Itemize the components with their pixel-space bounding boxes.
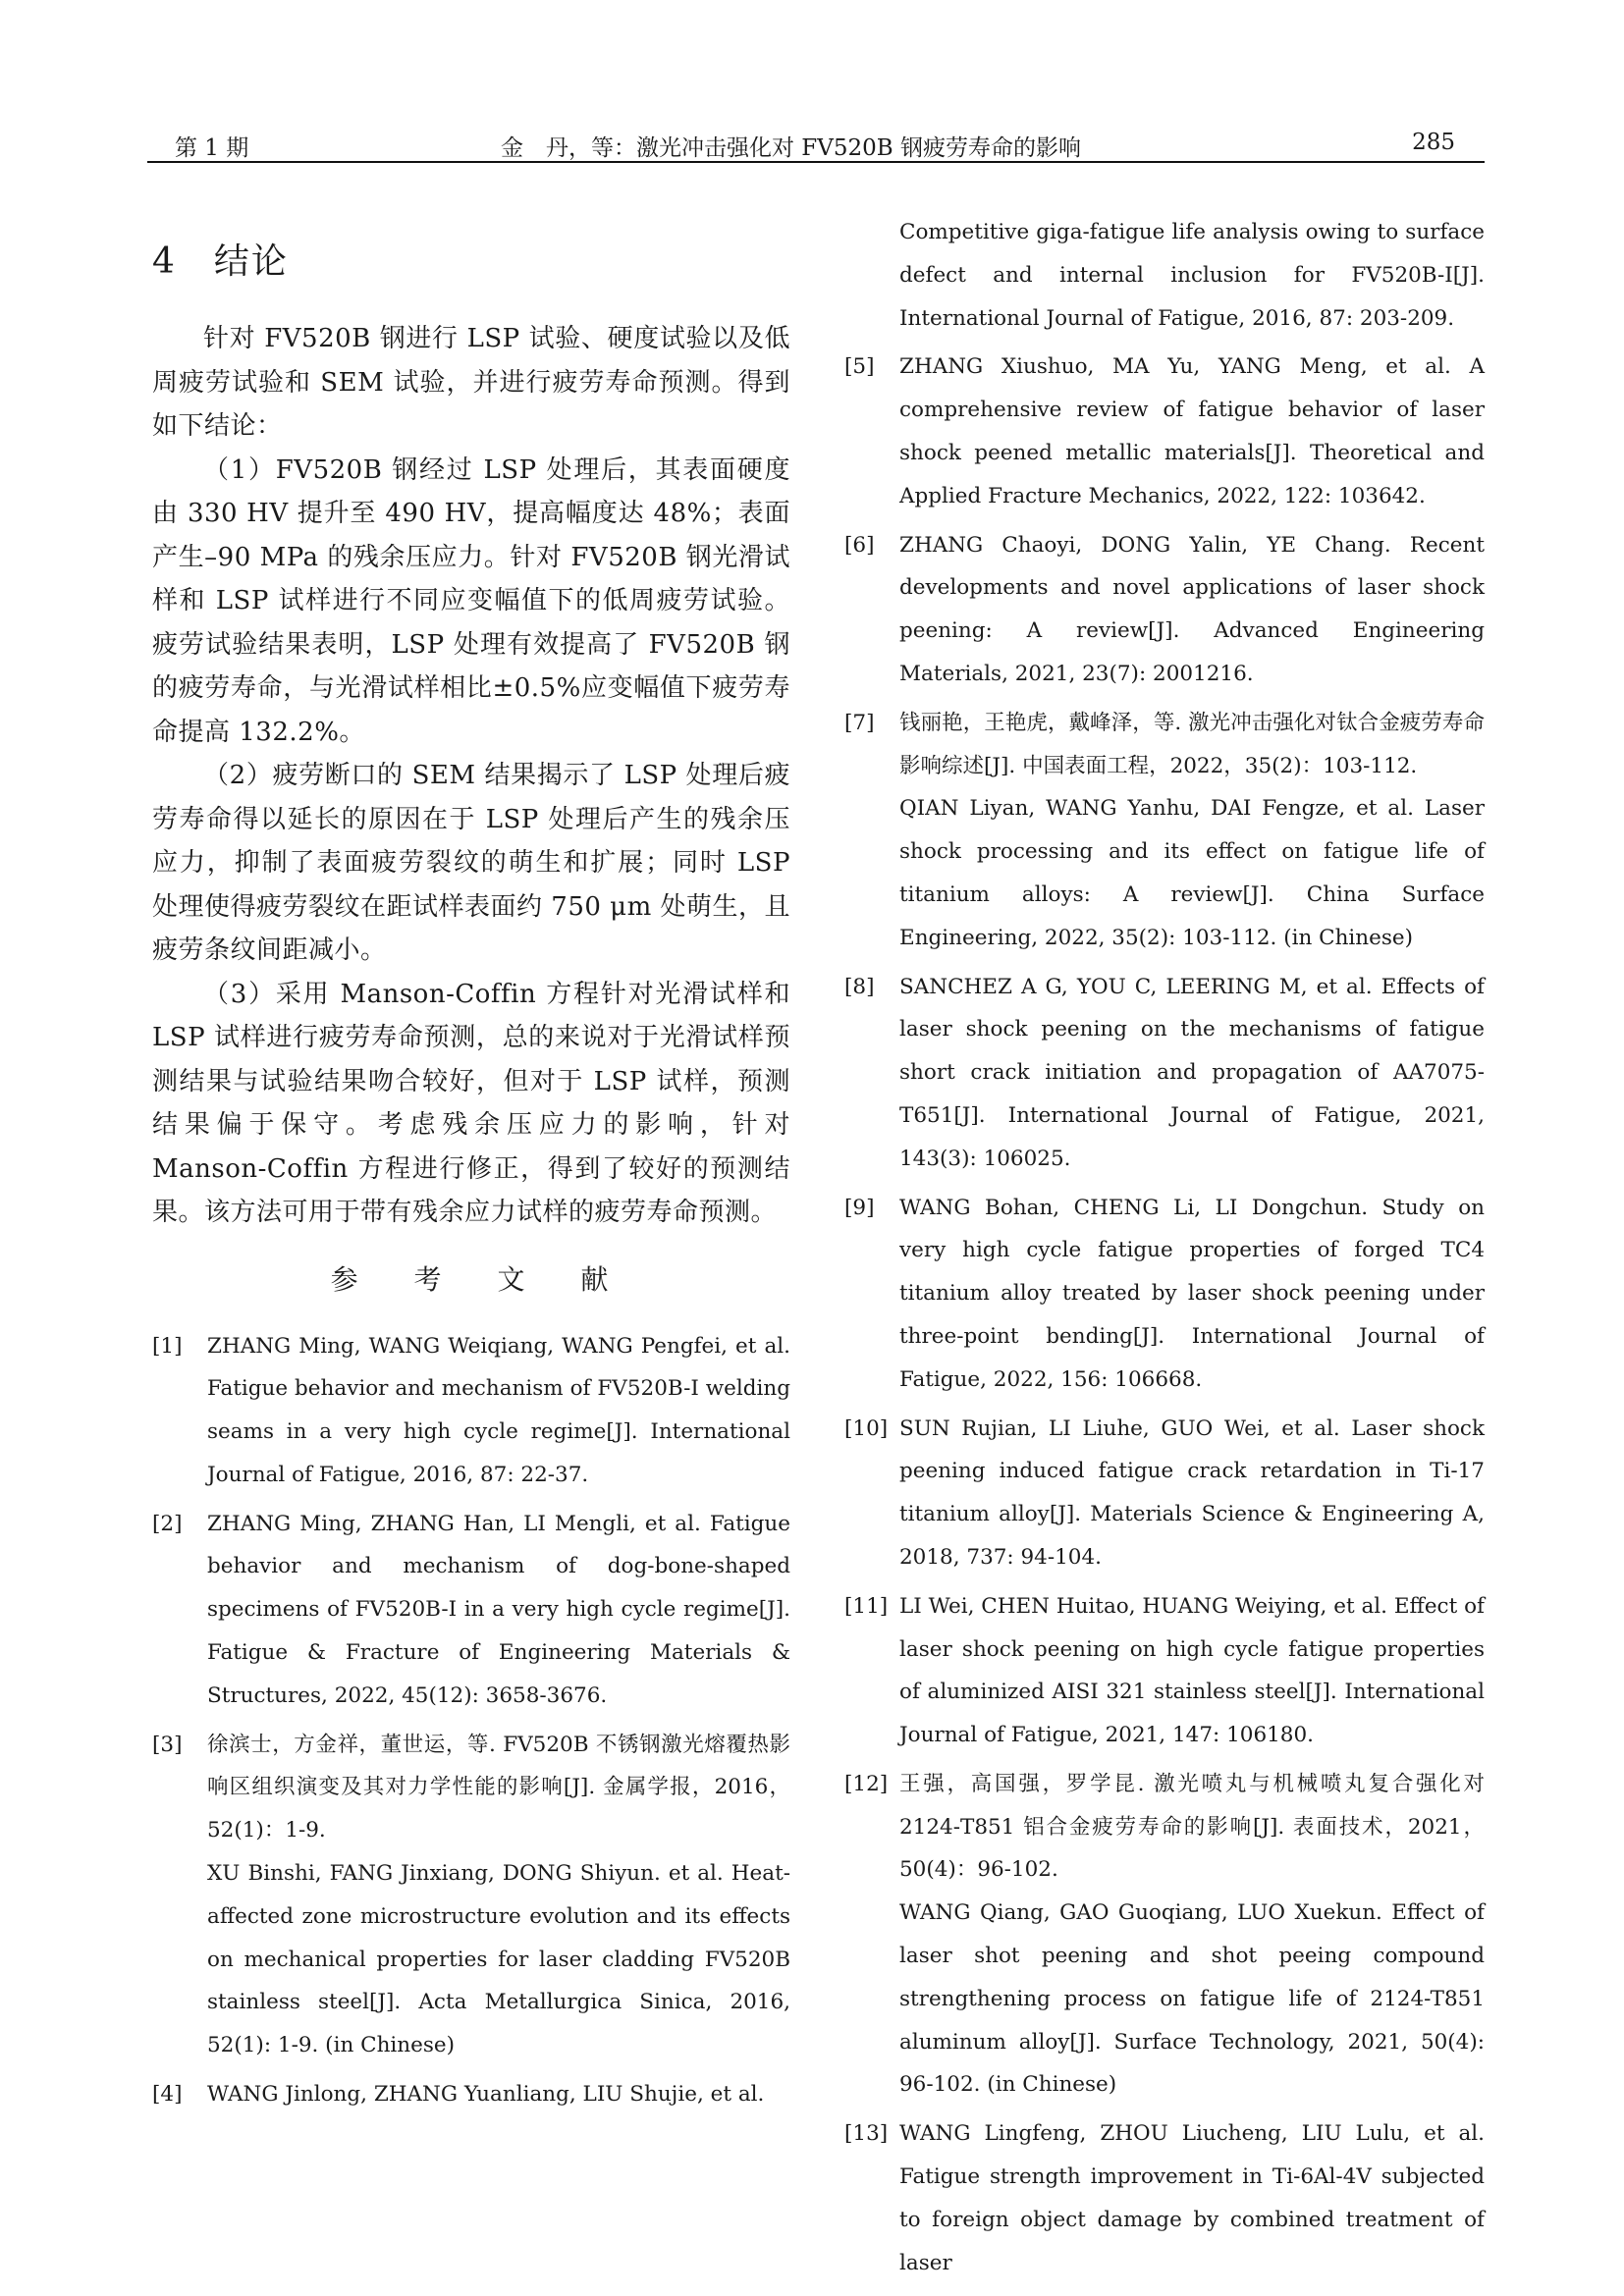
issue-number: 第 1 期 xyxy=(175,135,249,161)
conclusion-paragraph: （1）FV520B 钢经过 LSP 处理后，其表面硬度由 330 HV 提升至 490 HV，提高幅度达 48%；表面产生–90 MPa 的残余压应力。针对 FV520B 钢光滑试样和 LSP 试样进行不同应变幅值下的低周疲劳试验。疲劳试验结果表明，LSP 处理有效提高了 FV520B 钢的疲劳寿命，与光滑试样相比±0.5%应变幅值下疲劳寿命提高 132.2%。 xyxy=(152,454,790,747)
conclusion-paragraph: （2）疲劳断口的 SEM 结果揭示了 LSP 处理后疲劳寿命得以延长的原因在于 LSP 处理后产生的残余压应力，抑制了表面疲劳裂纹的萌生和扩展；同时 LSP 处理使得疲劳裂纹在距试样表面约 750 μm 处萌生，且疲劳条纹间距减小。 xyxy=(152,761,790,965)
reference-text: ZHANG Ming, WANG Weiqiang, WANG Pengfei, et al. Fatigue behavior and mechanism of FV520B-I welding seams in a very high cycle regime[J]. International Journal of Fatigue, 2016, 87: 22-37. xyxy=(207,1333,790,1487)
reference-text: WANG Lingfeng, ZHOU Liucheng, LIU Lulu, et al. Fatigue strength improvement in Ti-6Al-4V subjected to foreign object damage by combined treatment of laser xyxy=(899,2121,1485,2275)
reference-item xyxy=(844,346,1485,517)
reference-text: ZHANG Chaoyi, DONG Yalin, YE Chang. Recent developments and novel applications of laser shock peening: A review[J]. Advanced Engineering Materials, 2021, 23(7): 2001216. xyxy=(899,532,1485,686)
reference-number: [8] xyxy=(844,974,875,999)
reference-continuation: Competitive giga-fatigue life analysis owing to surface defect and internal inclusion for FV520B-I[J]. International Journal of Fatigue, 2016, 87: 203-209. xyxy=(899,220,1485,331)
reference-number: [4] xyxy=(152,2082,183,2108)
reference-item xyxy=(844,1408,1485,1579)
conclusion-paragraph: （3）采用 Manson-Coffin 方程针对光滑试样和 LSP 试样进行疲劳寿命预测，总的来说对于光滑试样预测结果与试验结果吻合较好，但对于 LSP 试样，预测结果偏于保守。考虑残余压应力的影响，针对 Manson-Coffin 方程进行修正，得到了较好的预测结果。该方法可用于带有残余应力试样的疲劳寿命预测。 xyxy=(152,979,790,1227)
reference-text: 王强，高国强，罗学昆. 激光喷丸与机械喷丸复合强化对 2124-T851 铝合金疲劳寿命的影响[J]. 表面技术，2021，50(4)：96-102. xyxy=(899,1771,1485,1883)
references-heading: 参 考 文 献 xyxy=(330,1262,632,1296)
reference-text: 钱丽艳，王艳虎，戴峰泽，等. 激光冲击强化对钛合金疲劳寿命影响综述[J]. 中国表面工程，2022，35(2)：103-112. xyxy=(899,710,1485,778)
reference-text: 徐滨士，方金祥，董世运，等. FV520B 不锈钢激光熔覆热影响区组织演变及其对力学性能的影响[J]. 金属学报，2016，52(1)：1-9. xyxy=(207,1732,790,1843)
reference-item xyxy=(152,1503,790,1718)
reference-item xyxy=(152,1325,790,1497)
reference-number: [13] xyxy=(844,2121,889,2147)
conclusion-paragraph: 针对 FV520B 钢进行 LSP 试验、硬度试验以及低周疲劳试验和 SEM 试验，并进行疲劳寿命预测。得到如下结论： xyxy=(152,324,790,441)
reference-text: SUN Rujian, LI Liuhe, GUO Wei, et al. Laser shock peening induced fatigue crack retardation in Ti-17 titanium alloy[J]. Materials Science & Engineering A, 2018, 737: 94-104. xyxy=(899,1415,1485,1570)
reference-item xyxy=(844,966,1485,1181)
reference-number: [1] xyxy=(152,1333,183,1359)
reference-text: WANG Bohan, CHENG Li, LI Dongchun. Study on very high cycle fatigue properties of forged TC4 titanium alloy treated by laser shock peening under three-point bending[J]. International Journal of Fatigue, 2022, 156: 106668. xyxy=(899,1195,1485,1392)
reference-translation: QIAN Liyan, WANG Yanhu, DAI Fengze, et al. Laser shock processing and its effect on fatigue life of titanium alloys: A review[J]. China Surface Engineering, 2022, 35(2): 103-112. (in Chinese) xyxy=(899,796,1485,950)
reference-translation: WANG Qiang, GAO Guoqiang, LUO Xuekun. Effect of laser shot peening and shot peeing compound strengthening process on fatigue life of 2124-T851 aluminum alloy[J]. Surface Technology, 2021, 50(4): 96-102. (in Chinese) xyxy=(899,1900,1485,2098)
reference-number: [5] xyxy=(844,354,875,380)
page-number: 285 xyxy=(1412,130,1455,155)
right-column xyxy=(844,211,1485,2290)
reference-item xyxy=(844,702,1485,960)
left-column xyxy=(152,234,790,2122)
reference-item xyxy=(844,524,1485,696)
reference-item xyxy=(152,2073,790,2116)
reference-text: ZHANG Xiushuo, MA Yu, YANG Meng, et al. A comprehensive review of fatigue behavior of laser shock peened metallic materials[J]. Theoretical and Applied Fracture Mechanics, 2022, 122: 103642. xyxy=(899,354,1485,508)
reference-item xyxy=(844,2112,1485,2284)
reference-number: [7] xyxy=(844,710,875,735)
reference-number: [3] xyxy=(152,1732,183,1757)
reference-number: [11] xyxy=(844,1593,889,1619)
reference-text: SANCHEZ A G, YOU C, LEERING M, et al. Effects of laser shock peening on the mechanisms of fatigue short crack initiation and propagation of AA7075-T651[J]. International Journal of Fatigue, 2021, 143(3): 106025. xyxy=(899,974,1485,1171)
reference-translation: XU Binshi, FANG Jinxiang, DONG Shiyun. et al. Heat-affected zone microstructure evolution and its effects on mechanical properties for laser cladding FV520B stainless steel[J]. Acta Metallurgica Sinica, 2016, 52(1): 1-9. (in Chinese) xyxy=(207,1861,790,2058)
reference-number: [6] xyxy=(844,532,875,558)
reference-item xyxy=(844,1585,1485,1757)
reference-text: LI Wei, CHEN Huitao, HUANG Weiying, et al. Effect of laser shock peening on high cycle fatigue properties of aluminized AISI 321 stainless steel[J]. International Journal of Fatigue, 2021, 147: 106180. xyxy=(899,1593,1485,1748)
reference-item xyxy=(152,1724,790,2067)
running-header xyxy=(147,128,1485,163)
reference-item xyxy=(844,1187,1485,1402)
reference-number: [10] xyxy=(844,1415,889,1441)
reference-text: WANG Jinlong, ZHANG Yuanliang, LIU Shujie, et al. xyxy=(207,2082,765,2108)
reference-number: [12] xyxy=(844,1771,889,1796)
reference-text: ZHANG Ming, ZHANG Han, LI Mengli, et al. Fatigue behavior and mechanism of dog-bone-shaped specimens of FV520B-I in a very high cycle regime[J]. Fatigue & Fracture of Engineering Materials & Structures, 2022, 45(12): 3658-3676. xyxy=(207,1511,790,1708)
reference-item xyxy=(844,1763,1485,2107)
reference-number: [9] xyxy=(844,1195,875,1220)
section-title: 4 结论 xyxy=(152,241,289,282)
running-title: 金 丹，等：激光冲击强化对 FV520B 钢疲劳寿命的影响 xyxy=(501,135,1081,161)
reference-number: [2] xyxy=(152,1511,183,1536)
